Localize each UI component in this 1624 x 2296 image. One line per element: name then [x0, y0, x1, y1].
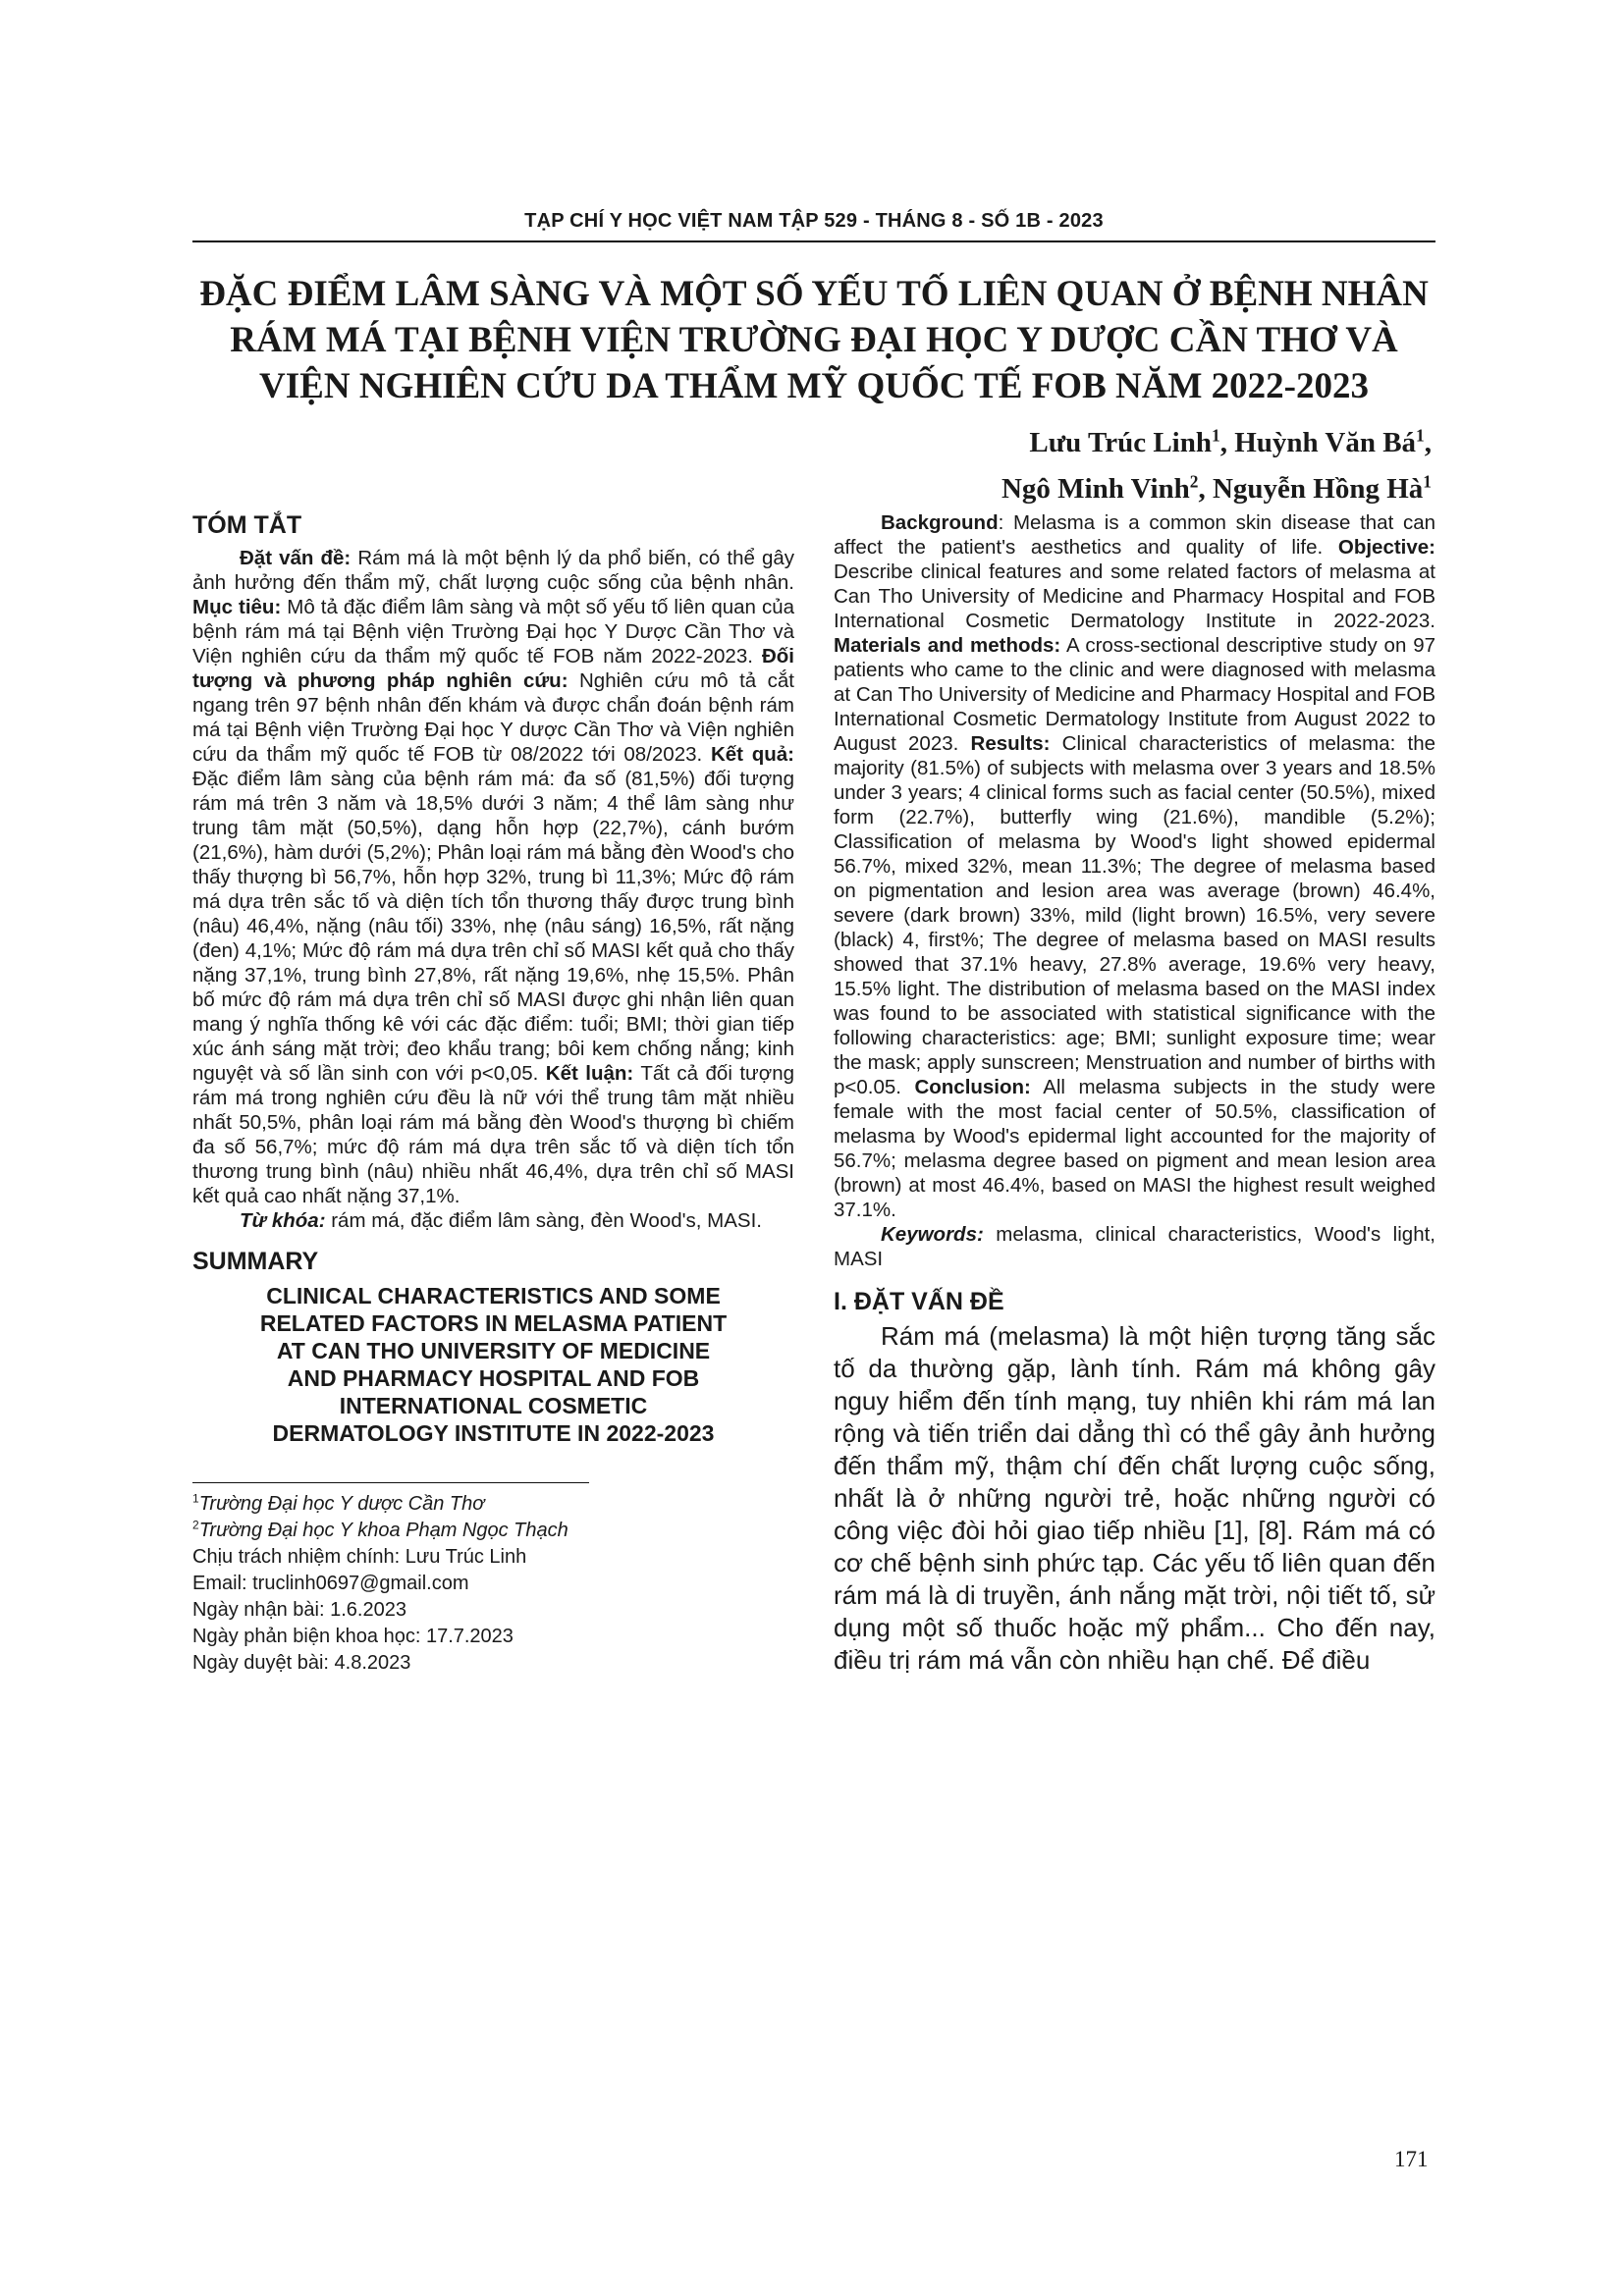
label-materials-methods: Materials and methods: — [834, 634, 1061, 657]
label-results: Results: — [970, 732, 1051, 755]
label-tu-khoa: Từ khóa: — [240, 1209, 326, 1232]
text-results: Clinical characteristics of melasma: the majority (81.5%) of subjects with melasma over 3 years and 18.5% under 3 years; 4 clinical forms such as facial center (50.5%), mixed form (22.7%), butterfly wing (21.6%), mandible (5.2%); Classification of melasma by Wood's light showed epidermal 56.7%, mixed 32%, mean 11.3%; The degree of melasma based on pigmentation and lesion area was average (brown) 46.4%, severe (dark brown) 33%, mild (light brown) 16.5%, very severe (black) 4, first%; The degree of melasma based on MASI results showed that 37.1% heavy, 27.8% average, 19.6% very heavy, 15.5% light. The distribution of melasma based on the MASI index was found to be associated with statistical significance with the following characteristics: age; BMI; sunlight exposure time; wear the mask; apply sunscreen; Menstruation and number of births with p<0.05. — [834, 732, 1436, 1098]
text-tu-khoa: rám má, đặc điểm lâm sàng, đèn Wood's, MASI. — [325, 1209, 762, 1232]
title-line: RÁM MÁ TẠI BỆNH VIỆN TRƯỜNG ĐẠI HỌC Y DƯỢC CẦN THƠ VÀ — [230, 320, 1398, 360]
right-column — [834, 510, 1435, 1677]
vn-keywords — [192, 1208, 794, 1233]
summary-title-line: AND PHARMACY HOSPITAL AND FOB — [287, 1365, 700, 1391]
text-ket-luan: Tất cả đối tượng rám má trong nghiên cứu đều là nữ với thể trung tâm mặt nhiều nhất 50,5%, phân loại rám má bằng đèn Wood's thượng bì chiếm đa số 56,7%; mức độ rám má dựa trên sắc tố và diện tích tổn thương trung bình (nâu) nhiều nhất 46,4%, dựa trên chỉ số MASI kết quả cao nhất nặng 37,1%. — [192, 1062, 794, 1207]
affiliation-mark: 2 — [1189, 471, 1199, 492]
label-background: Background — [881, 511, 999, 534]
author-name: Nguyễn Hồng Hà — [1212, 473, 1424, 505]
article-title — [192, 271, 1435, 409]
affiliation-mark: 1 — [1212, 425, 1220, 446]
footnote-rule — [192, 1482, 589, 1483]
header-rule — [192, 240, 1435, 242]
text-keywords: melasma, clinical characteristics, Wood's light, MASI — [834, 1223, 1435, 1270]
label-ket-qua: Kết quả: — [710, 743, 794, 766]
journal-header: TẠP CHÍ Y HỌC VIỆT NAM TẬP 529 - THÁNG 8 - SỐ 1B - 2023 — [524, 210, 1104, 232]
author-name: Huỳnh Văn Bá — [1234, 427, 1417, 458]
text-ket-qua: Đặc điểm lâm sàng của bệnh rám má: đa số (81,5%) đối tượng rám má trên 3 năm và 18,5% dưới 3 năm; 4 thể lâm sàng như trung tâm mặt (50,5%), dạng hỗn hợp (22,7%), cánh bướm (21,6%), hàm dưới (5,2%); Phân loại rám má bằng đèn Wood's cho thấy thượng bì 56,7%, hỗn hợp 32%, trung bì 11,3%; Mức độ rám má dựa trên sắc tố và diện tích tổn thương thấy được trung bình (nâu) 46,4%, nặng (nâu tối) 33%, nhẹ (nâu sáng) 16,5%, rất nặng (đen) 4,1%; Mức độ rám má dựa trên chỉ số MASI kết quả cho thấy nặng 37,1%, trung bình 27,8%, rất nặng 19,6%, nhẹ 15,5%. Phân bố mức độ rám má dựa trên chỉ số MASI được ghi nhận liên quan mang ý nghĩa thống kê với các đặc điểm: tuổi; BMI; thời gian tiếp xúc ánh sáng mặt trời; đeo khẩu trang; bôi kem chống nắng; kinh nguyệt và số lần sinh con với p<0,05. — [192, 768, 794, 1085]
affiliation-1-text: Trường Đại học Y dược Cần Thơ — [198, 1493, 485, 1515]
affiliation-mark: 1 — [1416, 425, 1425, 446]
label-keywords: Keywords: — [881, 1223, 984, 1246]
en-abstract-body — [834, 510, 1435, 1222]
author-name: Lưu Trúc Linh — [1029, 427, 1212, 458]
affiliation-2-text: Trường Đại học Y khoa Phạm Ngọc Thạch — [198, 1520, 568, 1541]
section-1-paragraph: Rám má (melasma) là một hiện tượng tăng sắc tố da thường gặp, lành tính. Rám má không gây nguy hiểm đến tính mạng, tuy nhiên khi rám má lan rộng và tiến triển dai dẳng thì có thể gây ảnh hưởng đến thẩm mỹ, thậm chí đến chất lượng cuộc sống, nhất là ở những người trẻ, hoặc những người có công việc đòi hỏi giao tiếp nhiều [1], [8]. Rám má có cơ chế bệnh sinh phức tạp. Các yếu tố liên quan đến rám má là di truyền, ánh nắng mặt trời, nội tiết tố, sử dụng một số thuốc hoặc mỹ phẩm... Cho đến nay, điều trị rám má vẫn còn nhiều hạn chế. Để điều — [834, 1321, 1435, 1675]
affiliation-mark: 2 — [192, 1518, 199, 1532]
title-line: VIỆN NGHIÊN CỨU DA THẨM MỸ QUỐC TẾ FOB NĂM 2022-2023 — [259, 366, 1369, 406]
text-background: : Melasma is a common skin disease that can affect the patient's aesthetics and quality of life. — [834, 511, 1435, 559]
author-separator: , — [1198, 473, 1213, 505]
label-muc-tieu: Mục tiêu: — [192, 596, 282, 618]
date-accepted: Ngày duyệt bài: 4.8.2023 — [192, 1652, 411, 1674]
text-conclusion: All melasma subjects in the study were female with the most facial center of 50.5%, classification of melasma by Wood's epidermal light accounted for the majority of 56.7%; melasma degree based on pigment and mean lesion area (brown) at most 46.4%, based on MASI the highest result weighed 37.1%. — [834, 1076, 1435, 1221]
summary-title-line: CLINICAL CHARACTERISTICS AND SOME — [266, 1283, 721, 1308]
author-separator: , — [1219, 427, 1235, 458]
text-muc-tieu: Mô tả đặc điểm lâm sàng và một số yếu tố liên quan của bệnh rám má tại Bệnh viện Trường Đại học Y Dược Cần Thơ và Viện nghiên cứu da thẩm mỹ quốc tế FOB năm 2022-2023. — [192, 596, 795, 667]
summary-heading: SUMMARY — [192, 1248, 319, 1275]
text-objective: Describe clinical features and some related factors of melasma at Can Tho University of Medicine and Pharmacy Hospital and FOB International Cosmetic Dermatology Institute in 2022-2023. — [834, 561, 1435, 632]
text-doi-tuong: Nghiên cứu mô tả cắt ngang trên 97 bệnh nhân đến khám và được chẩn đoán bệnh rám má tại Bệnh viện Trường Đại học Y dược Cần Thơ và Viện nghiên cứu da thẩm mỹ quốc tế FOB từ 08/2022 tới 08/2023. — [192, 669, 794, 766]
author-line — [1001, 466, 1432, 512]
corresponding-author: Chịu trách nhiệm chính: Lưu Trúc Linh — [192, 1546, 527, 1568]
label-dat-van-de: Đặt vấn đề: — [240, 547, 352, 569]
footnote-affiliation-1 — [192, 1491, 794, 1518]
summary-title-line: RELATED FACTORS IN MELASMA PATIENT — [259, 1310, 728, 1336]
summary-title-line: AT CAN THO UNIVERSITY OF MEDICINE — [276, 1338, 711, 1363]
label-objective: Objective: — [1337, 536, 1435, 559]
corresponding-email: Email: truclinh0697@gmail.com — [192, 1573, 469, 1594]
affiliation-mark: 1 — [192, 1491, 199, 1506]
section-1-heading: I. ĐẶT VẤN ĐỀ — [834, 1288, 1004, 1315]
left-column — [192, 510, 794, 1677]
en-keywords — [834, 1222, 1435, 1271]
label-doi-tuong: Đối tượng và phương pháp nghiên cứu: — [192, 645, 794, 692]
author-list — [1001, 420, 1432, 512]
author-separator: , — [1424, 427, 1432, 458]
vn-abstract-heading: TÓM TẮT — [192, 511, 302, 539]
footnote-affiliation-2 — [192, 1518, 794, 1544]
label-ket-luan: Kết luận: — [545, 1062, 634, 1085]
date-received: Ngày nhận bài: 1.6.2023 — [192, 1599, 406, 1621]
label-conclusion: Conclusion: — [914, 1076, 1031, 1098]
date-reviewed: Ngày phản biện khoa học: 17.7.2023 — [192, 1626, 514, 1647]
footnotes — [192, 1482, 794, 1677]
text-materials-methods: A cross-sectional descriptive study on 97 patients who came to the clinic and were diagnosed with melasma at Can Tho University of Medicine and Pharmacy Hospital and FOB International Cosmetic Dermatology Institute from August 2022 to August 2023. — [834, 634, 1435, 755]
summary-title-line: DERMATOLOGY INSTITUTE IN 2022-2023 — [272, 1420, 715, 1446]
affiliation-mark: 1 — [1423, 471, 1432, 492]
author-line — [1001, 420, 1432, 466]
text-dat-van-de: Rám má là một bệnh lý da phổ biến, có thể gây ảnh hưởng đến thẩm mỹ, chất lượng cuộc sống của bệnh nhân. — [192, 547, 795, 594]
summary-title — [192, 1282, 794, 1447]
vn-abstract-body — [192, 546, 794, 1208]
page-number: 171 — [1394, 2147, 1429, 2171]
author-name: Ngô Minh Vinh — [1001, 473, 1190, 505]
title-line: ĐẶC ĐIỂM LÂM SÀNG VÀ MỘT SỐ YẾU TỐ LIÊN QUAN Ở BỆNH NHÂN — [199, 274, 1429, 314]
summary-title-line: INTERNATIONAL COSMETIC — [339, 1393, 648, 1418]
